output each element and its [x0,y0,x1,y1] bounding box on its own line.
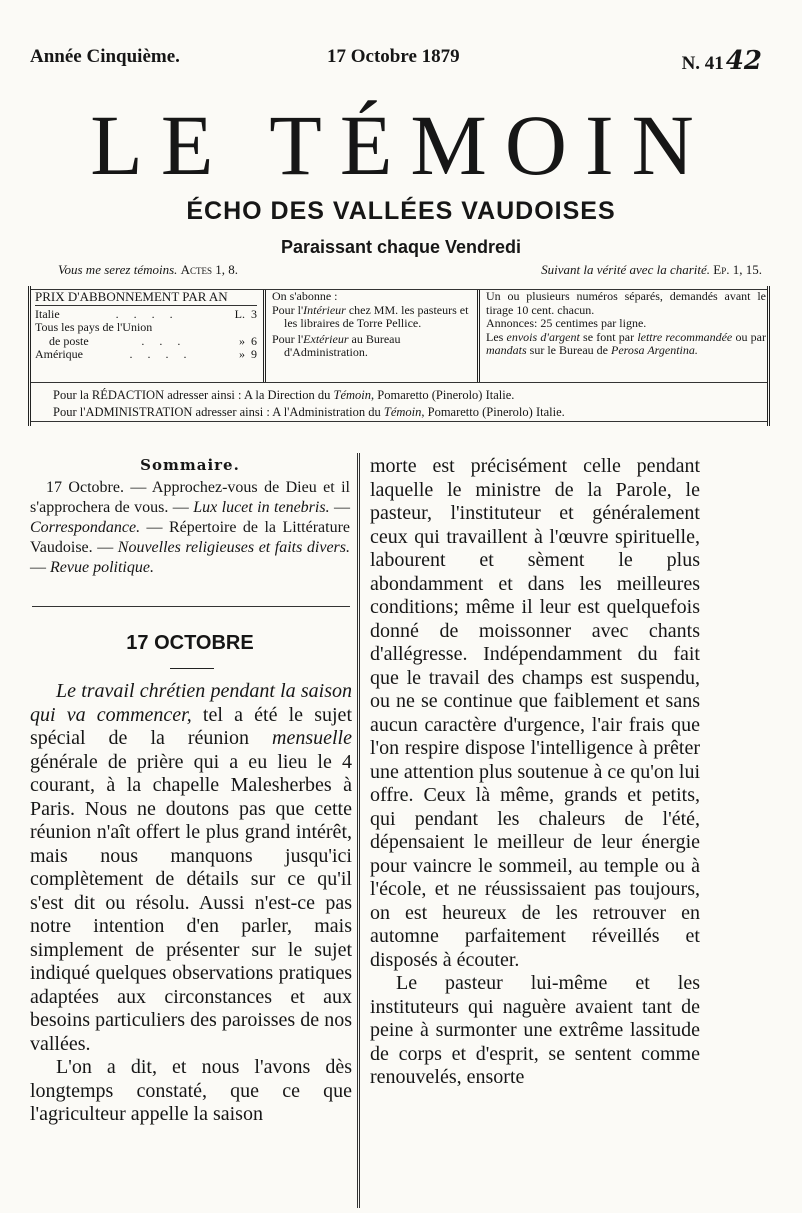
title-rule [170,668,214,669]
epigraph-left-text: Vous me serez témoins. [58,262,178,277]
epigraph-right [541,262,762,278]
abonne-title: On s'abonne : [272,289,338,303]
issue-number [682,46,762,76]
epigraph-left-ref: Actes 1, 8. [180,262,239,277]
sommaire-title: Sommaire. [140,456,240,474]
article-title: 17 OCTOBRE [126,632,254,654]
price-row: Amérique . . . . » 9 [35,347,257,361]
subscription-box [28,286,770,426]
price-row: Italie . . . . L. 3 [35,306,257,321]
year-label: Année Cinquième. [30,46,180,67]
epigraph-left [58,262,238,278]
divider [32,606,350,607]
paragraph: Le pasteur lui-même et les instituteurs qui naguère avaient tant de peine à surmonter une extrême lassitude de corps et d'esprit, se sentent comme renouvelés, ensorte [370,972,700,1088]
notes-column [477,290,766,382]
sommaire-text: 17 Octobre. — Approchez-vous de Dieu et il s'approchera de vous. — Lux lucet in tenebris. — Correspondance. — Répertoire de la Littérature Vaudoise. — Nouvelles religieuses et faits divers. — Revue politique. [30,479,351,576]
masthead-subtitle: ÉCHO DES VALLÉES VAUDOISES [186,197,616,225]
admin-address: Pour l'ADMINISTRATION adresser ainsi : A l'Administration du Témoin, Pomaretto (Pinerolo) Italie. [53,405,565,419]
epigraph-right-text: Suivant la vérité avec la charité. [541,262,711,277]
price-row: de poste . . . » 6 [49,333,257,348]
header-line [30,46,762,76]
abonne-exterieur: Pour l'Extérieur au Bureau d'Administration. [272,331,401,359]
price-row: Tous les pays de l'Union [35,320,153,334]
redaction-address: Pour la RÉDACTION adresser ainsi : A la Direction du Témoin, Pomaretto (Pinerolo) Italie. [53,388,515,402]
article-body-left [30,680,352,1127]
paragraph: L'on a dit, et nous l'avons dès longtemps constaté, que ce que l'agriculteur appelle la saison [30,1056,352,1125]
epigraph-line [30,262,762,280]
masthead-title: LE TÉMOIN [90,97,712,193]
issue-date: 17 Octobre 1879 [327,46,460,67]
epigraph-right-ref: Ep. 1, 15. [713,262,762,277]
price-column [35,290,257,382]
price-heading: PRIX D'ABBONNEMENT PAR AN [35,290,257,306]
publication-frequency: Paraissant chaque Vendredi [280,237,522,257]
handwritten-number: 42 [725,46,762,76]
paragraph: Le travail chrétien pendant la saison qui va commencer, tel a été le sujet spécial de la réunion mensuelle générale de prière qui a eu lieu le 4 courant, à la chapelle Malesherbes à Paris. Nous ne doutons pas que cette réunion n'aît offert le plus grand intérêt, mais nous manquons jusqu'ici complètement de détails sur ce qu'il s'est dit ou résolu. Aussi n'est-ce pas notre intention d'en parler, mais simplement de présenter sur le sujet indiqué quelques observations pratiques adaptées aux circonstances et aux besoins particuliers des paroisses de nos vallées. [30,680,352,1055]
article-body-right [370,455,700,1090]
issue-number-label: N. 41 [681,53,724,74]
abonne-column [263,290,478,382]
paragraph: morte est précisément celle pendant laquelle le ministre de la Parole, le pasteur, l'instituteur et généralement ceux qui travaillent à l'œuvre spirituelle, labourent et sèment le plus abondamment et dans les meilleures conditions; même il leur est quelquefois donné de moissonner avec chants d'allégresse. Indépendamment du fait que le travail des champs est suspendu, ou ne se continue que faiblement et sans aucun caractère d'urgence, l'air frais que l'on respire dispose l'intelligence à prêter une attention plus soutenue à ce qu'on lui offre. Ceux là même, grands et petits, qui pendant les chaleurs de l'été, dépensaient le meilleur de leur énergie pour vaincre le sommeil, au temple ou à l'école, et ne réussissaient pas toujours, on est heureux de les retrouver en automne parfaitement réveillés et disposés à écouter. [370,455,700,971]
abonne-interieur: Pour l'Intérieur chez MM. les pasteurs et les libraires de Torre Pellice. [272,302,469,330]
annonces-note: Annonces: 25 centimes par ligne. [486,316,647,330]
envois-note: Les envois d'argent se font par lettre recommandée ou par mandats sur le Bureau de Perosa Argentina. [486,329,766,357]
column-divider [357,453,363,1208]
numeros-note: Un ou plusieurs numéros séparés, demandés avant le tirage 10 cent. chacun. [486,289,766,317]
